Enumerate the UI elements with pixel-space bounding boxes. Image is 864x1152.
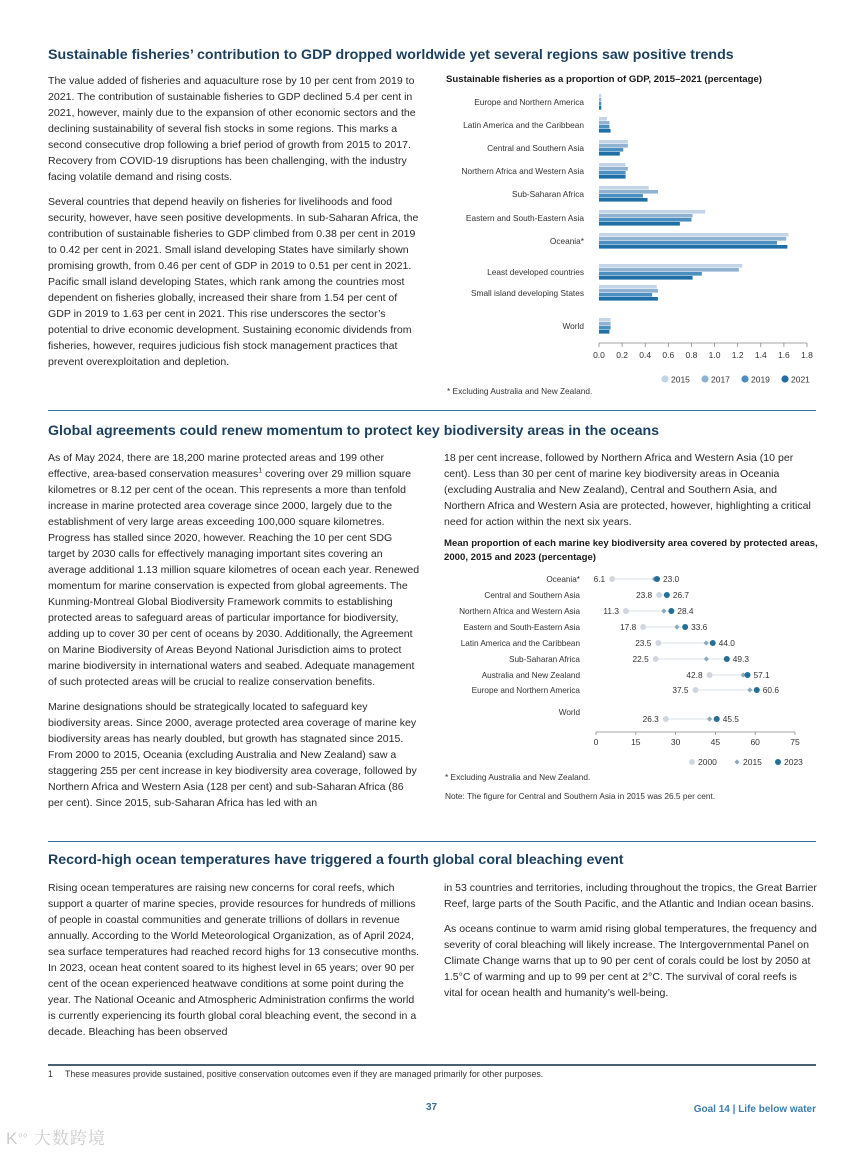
bar-2021: [599, 152, 620, 156]
x-tick-label: 0.6: [662, 350, 675, 360]
bar-2017: [599, 237, 786, 241]
bar-2015: [599, 163, 626, 167]
chart2-note: Note: The figure for Central and Southern Asia in 2015 was 26.5 per cent.: [445, 791, 716, 801]
bar-2021: [599, 330, 609, 334]
bar-2021: [599, 175, 626, 179]
dot-2015: [661, 608, 666, 613]
bar-2019: [599, 326, 611, 330]
x-tick-label: 1.6: [777, 350, 790, 360]
watermark-text: 大数跨境: [33, 1129, 106, 1148]
category-label: Europe and Northern America: [471, 686, 580, 695]
footnote-divider: [48, 1064, 816, 1066]
category-label: Eastern and South-Eastern Asia: [463, 623, 580, 632]
bar-2019: [599, 148, 623, 152]
legend-marker-2000: [689, 759, 695, 765]
bar-2017: [599, 289, 658, 293]
bar-2015: [599, 140, 628, 144]
bar-2017: [599, 190, 658, 194]
section-divider: [48, 410, 816, 411]
x-tick-label: 15: [631, 737, 641, 747]
dot-2015: [704, 640, 709, 645]
dot-2023: [654, 576, 660, 582]
category-label: Latin America and the Caribbean: [460, 639, 580, 648]
dot-2000: [707, 672, 713, 678]
dot-2000: [655, 640, 661, 646]
footnote-ref[interactable]: 1: [258, 467, 263, 475]
category-label: Northern Africa and Western Asia: [461, 166, 584, 176]
legend-label: 2015: [743, 757, 762, 767]
bar-2019: [599, 272, 702, 276]
category-label: Central and Southern Asia: [484, 591, 580, 600]
value-label-2023: 45.5: [722, 714, 739, 724]
dot-2015: [704, 656, 709, 661]
text: covering over 29 million square kilometres or 8.12 per cent of the ocean. This represents a more than tenfold increase in marine protected area coverage since 2000, largely due to the establishment of very large areas exceeding 100,000 square kilometres. Progress has stalled since 2020, however. Reaching the 10 per cent SDG target by 2030 calls for effectively managing important sites covering an average additional 1.13 million square kilometres of ocean each year. Renewed momentum for marine conservation is expected from global agreements. The Kunming-Montreal Global Biodiversity Framework commits to establishing protected areas to safeguard areas of particular importance for biodiversity, adding up to cover 30 per cent of oceans by 2030. Additionally, the Agreement on Marine Biodiversity of Areas Beyond National Jurisdiction aims to protect marine biodiversity in international waters and seabed. Adequate management of such protected areas will be crucial to realize conservation benefits.: [48, 468, 420, 688]
x-tick-label: 1.2: [731, 350, 744, 360]
paragraph: The value added of fisheries and aquaculture rose by 10 per cent from 2019 to 2021. The contribution of sustainable fisheries to GDP declined 5.4 per cent in 2021, however, mainly due to the expansion of other economic sectors and the declining sustainability of several fish stocks in some regions. This marks a second consecutive drop following a brief period of growth from 2015 to 2017. Recovery from COVID-19 disruptions has been challenging, with the industry facing volatile demand and rising costs.: [48, 75, 416, 183]
bar-2015: [599, 186, 649, 190]
category-label: Sub-Saharan Africa: [512, 189, 584, 199]
x-tick-label: 60: [750, 737, 760, 747]
category-label: Sub-Saharan Africa: [508, 655, 580, 664]
footer-goal-label: Goal 14 | Life below water: [693, 1104, 816, 1115]
x-tick-label: 45: [710, 737, 721, 747]
category-label: Oceania*: [546, 575, 580, 584]
value-label-2023: 60.6: [762, 685, 779, 695]
bar-2017: [599, 322, 611, 326]
bar-2015: [599, 117, 607, 121]
dot-2015: [747, 687, 752, 692]
x-tick-label: 1.8: [801, 350, 813, 360]
paragraph: in 53 countries and territories, including throughout the tropics, the Great Barrier Reef, large parts of the South Pacific, and the Atlantic and Indian ocean basins.: [444, 882, 817, 910]
bar-2021: [599, 198, 648, 202]
value-label-2023: 26.7: [672, 590, 690, 600]
bar-2017: [599, 214, 693, 218]
paragraph: Rising ocean temperatures are raising new concerns for coral reefs, which support a quarter of marine species, provide resources for hundreds of millions of people in coastal communities and generate trillions of dollars in revenue annually. According to the World Meteorological Organization, as of April 2024, sea surface temperatures had reached record highs for 13 consecutive months. In 2023, ocean heat content soared to its highest level in 65 years; over 90 per cent of the ocean experienced heatwave conditions at some point during the year. The National Oceanic and Atmospheric Administration confirms the world is currently experiencing its fourth global coral bleaching event, the second in a decade. Bleaching has been observed: [48, 882, 420, 1038]
category-label: Small island developing States: [471, 288, 584, 298]
x-tick-label: 1.0: [708, 350, 721, 360]
category-label: Northern Africa and Western Asia: [459, 607, 580, 616]
section-heading-coral: Record-high ocean temperatures have triggered a fourth global coral bleaching event: [48, 852, 624, 868]
dot-2023: [710, 640, 716, 646]
value-label-2023: 23.0: [663, 574, 680, 584]
paragraph: Several countries that depend heavily on fisheries for livelihoods and food security, however, have seen positive developments. In sub-Saharan Africa, the contribution of sustainable fisheries to GDP climbed from 0.38 per cent in 2019 to 0.42 per cent in 2021. Small island developing States have similarly shown promising growth, from 0.46 per cent of GDP in 2019 to 0.51 per cent in 2021. Pacific small island developing States, which rank among the countries most dependent on fisheries globally, increased their share from 1.54 per cent of GDP in 2019 to 1.63 per cent in 2021. This rise underscores the sector’s potential to drive economic development. Sustaining economic dividends from fisheries, however, requires judicious fish stock management practices that prevent overexploitation and depletion.: [48, 196, 419, 368]
value-label-2000: 42.8: [686, 670, 703, 680]
section3-right-text: [444, 880, 818, 1010]
value-label-2023: 33.6: [691, 622, 708, 632]
bar-2021: [599, 245, 787, 249]
dot-2023: [754, 687, 760, 693]
bar-2015: [599, 264, 742, 268]
paragraph: [48, 450, 420, 690]
paragraph: Marine designations should be strategically located to safeguard key biodiversity areas. Since 2000, average protected area coverage of marine key biodiversity areas has nearly doubled, but growth has stagnated since 2015. From 2000 to 2015, Oceania (excluding Australia and New Zealand) saw a staggering 255 per cent increase in key biodiversity area coverage, followed by Northern Africa and Western Asia (128 per cent) and sub-Saharan Africa (86 per cent). Since 2015, sub-Saharan Africa has led with an: [48, 701, 417, 809]
legend-label: 2015: [671, 374, 690, 385]
bar-2021: [599, 129, 611, 133]
legend-marker-2021: [781, 375, 788, 382]
category-label: Eastern and South-Eastern Asia: [465, 213, 584, 223]
dot-2023: [714, 716, 720, 722]
category-label: World: [558, 708, 580, 717]
value-label-2000: 23.5: [635, 638, 652, 648]
biodiversity-dot-chart: [440, 566, 830, 771]
legend-marker-2019: [741, 375, 748, 382]
chart2-footnote: * Excluding Australia and New Zealand.: [445, 772, 591, 782]
category-label: Australia and New Zealand: [481, 671, 580, 680]
dot-2015: [707, 716, 712, 721]
dot-2023: [745, 672, 751, 678]
bar-2015: [599, 285, 657, 289]
value-label-2000: 23.8: [635, 590, 653, 600]
value-label-2023: 49.3: [732, 654, 749, 664]
bar-2017: [599, 144, 628, 148]
bar-2015: [599, 318, 611, 322]
legend-marker-2015: [734, 759, 739, 764]
dot-2023: [724, 656, 730, 662]
x-tick-label: 75: [790, 737, 800, 747]
section3-left-text: [48, 880, 420, 1049]
bar-2015: [599, 210, 705, 214]
value-label-2023: 28.4: [677, 606, 694, 616]
dot-2000: [693, 687, 699, 693]
section2-left-text: [48, 450, 420, 820]
bar-2019: [599, 218, 691, 222]
category-label: Least developed countries: [487, 267, 584, 277]
dot-2000: [653, 656, 659, 662]
legend-label: 2000: [698, 757, 717, 767]
value-label-2023: 44.0: [718, 638, 735, 648]
section2-right-text: [444, 450, 818, 539]
legend-label: 2023: [784, 757, 803, 767]
bar-2015: [599, 94, 601, 98]
footnote: [48, 1069, 543, 1079]
category-label: Central and Southern Asia: [487, 143, 584, 153]
category-label: Latin America and the Caribbean: [463, 120, 584, 130]
legend-label: 2019: [751, 374, 770, 385]
category-label: Europe and Northern America: [474, 97, 584, 107]
x-tick-label: 0: [593, 737, 599, 747]
bar-2021: [599, 297, 658, 301]
value-label-2023: 57.1: [753, 670, 770, 680]
chart2-title: Mean proportion of each marine key biodiversity area covered by protected areas, 2000, 2015 and 2023 (percentage): [444, 538, 818, 563]
value-label-2000: 11.3: [603, 606, 619, 616]
bar-2017: [599, 268, 739, 272]
category-label: Oceania*: [549, 236, 584, 246]
dot-2023: [664, 592, 670, 598]
x-tick-label: 0.0: [593, 350, 605, 360]
dot-2000: [640, 624, 646, 630]
bar-2019: [599, 102, 601, 106]
dot-2023: [682, 624, 688, 630]
text: As of May 2024, there are 18,200 marine protected areas and 199 other effective, area-based conservation measures: [48, 452, 384, 480]
dot-2000: [609, 576, 615, 582]
value-label-2000: 17.8: [620, 622, 637, 632]
bar-2021: [599, 106, 601, 110]
section-heading-fisheries: Sustainable fisheries’ contribution to GDP dropped worldwide yet several regions saw positive trends: [48, 47, 734, 63]
dot-2000: [623, 608, 629, 614]
bar-2019: [599, 194, 643, 198]
bar-2017: [599, 167, 628, 171]
bar-2017: [599, 121, 609, 125]
bar-2019: [599, 293, 652, 297]
dot-2015: [674, 624, 679, 629]
value-label-2000: 26.3: [642, 714, 659, 724]
legend-label: 2017: [711, 374, 730, 385]
value-label-2000: 6.1: [593, 574, 606, 584]
x-tick-label: 30: [670, 737, 681, 747]
chart1-title: Sustainable fisheries as a proportion of GDP, 2015–2021 (percentage): [446, 74, 762, 85]
x-tick-label: 0.8: [685, 350, 698, 360]
watermark-logo: $K^{oo}$ 大数跨境: [6, 1129, 106, 1148]
bar-2019: [599, 241, 777, 245]
bar-2019: [599, 171, 626, 175]
value-label-2000: 37.5: [672, 685, 689, 695]
section-divider: [48, 841, 816, 842]
legend-marker-2023: [775, 759, 781, 765]
fisheries-gdp-bar-chart: [440, 88, 830, 388]
paragraph: 18 per cent increase, followed by Northern Africa and Western Asia (10 per cent). Less than 30 per cent of marine key biodiversity areas in Oceania (excluding Australia and New Zealand), Central and Southern Asia, and Northern Africa and Western Asia are protected, however, highlighting a critical need for action within the next six years.: [444, 452, 811, 528]
bar-2017: [599, 98, 601, 102]
footnote-number: 1: [48, 1069, 53, 1079]
bar-2021: [599, 276, 693, 280]
dot-2000: [656, 592, 662, 598]
section-heading-biodiversity: Global agreements could renew momentum to protect key biodiversity areas in the oceans: [48, 423, 660, 439]
paragraph: As oceans continue to warm amid rising global temperatures, the frequency and severity of coral bleaching will likely increase. The Intergovernmental Panel on Climate Change warns that up to 90 per cent of corals could be lost by 2050 at 1.5°C of warming and up to 99 per cent at 2°C. The survival of coral reefs is vital for ocean health and humanity’s well-being.: [444, 923, 817, 999]
chart1-footnote: * Excluding Australia and New Zealand.: [447, 386, 593, 396]
x-tick-label: 0.4: [639, 350, 652, 360]
value-label-2000: 22.5: [632, 654, 649, 664]
footnote-text: These measures provide sustained, positive conservation outcomes even if they are managed primarily for other purposes.: [65, 1069, 544, 1079]
x-tick-label: 0.2: [616, 350, 629, 360]
section1-text: [48, 73, 420, 379]
legend-label: 2021: [791, 374, 810, 385]
bar-2021: [599, 222, 680, 226]
legend-marker-2017: [701, 375, 708, 382]
bar-2019: [599, 125, 609, 129]
legend-marker-2015: [661, 375, 668, 382]
dot-2000: [663, 716, 669, 722]
dot-2023: [668, 608, 674, 614]
category-label: World: [562, 321, 584, 331]
x-tick-label: 1.4: [754, 350, 767, 360]
page-number: 37: [426, 1102, 438, 1113]
bar-2015: [599, 233, 789, 237]
